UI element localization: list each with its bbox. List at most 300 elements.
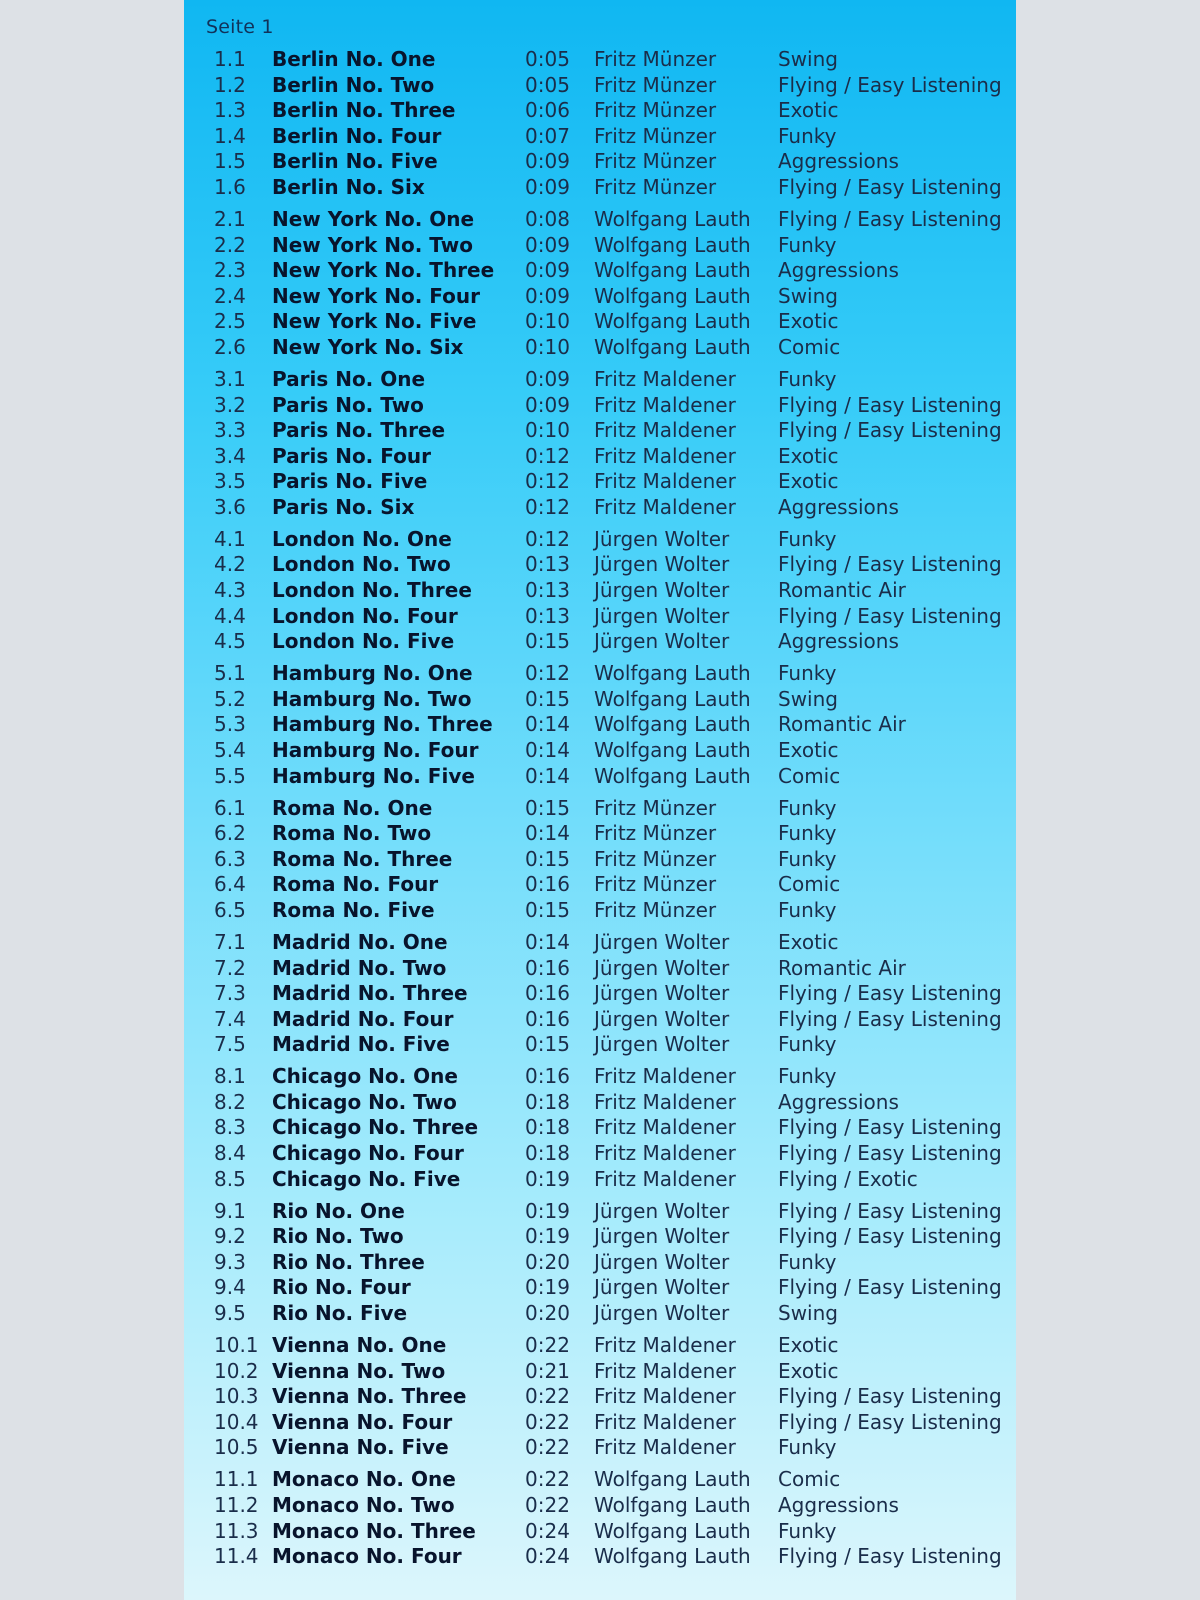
- track-duration: 0:24: [525, 1518, 570, 1543]
- track-row: [184, 1032, 1016, 1058]
- track-title: Hamburg No. Five: [272, 763, 475, 788]
- track-number: 8.1: [214, 1064, 246, 1089]
- track-title: New York No. Six: [272, 334, 464, 359]
- track-duration: 0:12: [525, 469, 570, 494]
- track-row: [184, 1519, 1016, 1545]
- track-row: [184, 661, 1016, 687]
- track-composer: Wolfgang Lauth: [594, 1518, 751, 1543]
- track-genre: Exotic: [778, 929, 839, 954]
- track-genre: Aggressions: [778, 149, 899, 174]
- track-genre: Flying / Easy Listening: [778, 1006, 1002, 1031]
- track-title: Madrid No. Four: [272, 1006, 454, 1031]
- track-number: 10.3: [214, 1384, 259, 1409]
- track-genre: Exotic: [778, 738, 839, 762]
- track-composer: Fritz Maldener: [594, 1166, 736, 1191]
- track-genre: Flying / Easy Listening: [778, 1544, 1002, 1569]
- track-composer: Jürgen Wolter: [594, 1249, 730, 1274]
- track-duration: 0:09: [525, 149, 570, 174]
- track-duration: 0:10: [525, 309, 570, 334]
- track-duration: 0:19: [525, 1224, 570, 1249]
- track-title: Vienna No. Two: [272, 1358, 446, 1383]
- track-genre: Swing: [778, 686, 838, 711]
- track-duration: 0:22: [525, 1467, 570, 1492]
- track-duration: 0:05: [525, 47, 570, 71]
- track-row: [184, 1359, 1016, 1385]
- track-genre: Flying / Easy Listening: [778, 206, 1002, 231]
- track-row: [184, 1410, 1016, 1436]
- track-composer: Jürgen Wolter: [594, 1275, 730, 1300]
- track-genre: Flying / Easy Listening: [778, 392, 1002, 417]
- track-row: [184, 1493, 1016, 1519]
- track-title: Madrid No. Three: [272, 981, 468, 1006]
- track-composer: Fritz Münzer: [594, 174, 717, 199]
- track-number: 8.4: [214, 1141, 246, 1166]
- track-title: London No. Three: [272, 578, 472, 603]
- track-duration: 0:22: [525, 1409, 570, 1434]
- track-title: Hamburg No. One: [272, 661, 473, 686]
- track-row: [184, 1467, 1016, 1493]
- track-number: 8.5: [214, 1166, 246, 1191]
- tracklist-sheet: [184, 0, 1016, 1600]
- track-number: 7.4: [214, 1006, 246, 1031]
- track-row: [184, 1199, 1016, 1225]
- track-duration: 0:18: [525, 1141, 570, 1166]
- track-row: [184, 1007, 1016, 1033]
- track-title: New York No. Four: [272, 283, 480, 308]
- track-composer: Jürgen Wolter: [594, 929, 730, 954]
- track-row: [184, 578, 1016, 604]
- track-row: [184, 604, 1016, 630]
- track-row: [184, 764, 1016, 790]
- track-title: New York No. Three: [272, 258, 495, 283]
- track-composer: Fritz Münzer: [594, 123, 717, 148]
- track-group: [184, 661, 1016, 789]
- track-title: Hamburg No. Two: [272, 686, 472, 711]
- track-duration: 0:15: [525, 846, 570, 871]
- track-number: 2.1: [214, 206, 246, 231]
- track-duration: 0:09: [525, 232, 570, 257]
- track-number: 5.1: [214, 661, 246, 686]
- track-row: [184, 335, 1016, 361]
- track-genre: Funky: [778, 1249, 837, 1274]
- track-number: 4.3: [214, 578, 246, 603]
- track-duration: 0:15: [525, 1032, 570, 1057]
- track-group: [184, 796, 1016, 924]
- track-duration: 0:15: [525, 686, 570, 711]
- track-title: Monaco No. Four: [272, 1544, 462, 1569]
- track-composer: Wolfgang Lauth: [594, 309, 751, 334]
- track-row: [184, 527, 1016, 553]
- track-duration: 0:13: [525, 603, 570, 628]
- track-number: 5.2: [214, 686, 246, 711]
- track-row: [184, 629, 1016, 655]
- track-row: [184, 1115, 1016, 1141]
- track-row: [184, 898, 1016, 924]
- track-title: Monaco No. Three: [272, 1518, 476, 1543]
- track-row: [184, 1384, 1016, 1410]
- track-genre: Flying / Easy Listening: [778, 418, 1002, 443]
- track-composer: Wolfgang Lauth: [594, 686, 751, 711]
- track-number: 2.2: [214, 232, 246, 257]
- track-number: 11.3: [214, 1518, 259, 1543]
- track-row: [184, 98, 1016, 124]
- track-row: [184, 1167, 1016, 1193]
- track-composer: Fritz Maldener: [594, 366, 736, 391]
- track-duration: 0:24: [525, 1544, 570, 1569]
- track-genre: Flying / Easy Listening: [778, 1198, 1002, 1223]
- track-composer: Fritz Münzer: [594, 821, 717, 846]
- track-duration: 0:18: [525, 1115, 570, 1140]
- track-composer: Jürgen Wolter: [594, 1032, 730, 1057]
- track-genre: Flying / Easy Listening: [778, 1384, 1002, 1409]
- track-genre: Romantic Air: [778, 578, 906, 603]
- track-row: [184, 207, 1016, 233]
- track-genre: Aggressions: [778, 494, 899, 519]
- track-number: 1.6: [214, 174, 246, 199]
- track-duration: 0:16: [525, 1006, 570, 1031]
- track-composer: Fritz Maldener: [594, 494, 736, 519]
- track-title: Roma No. Two: [272, 821, 432, 846]
- track-title: New York No. Five: [272, 309, 477, 334]
- track-group: [184, 527, 1016, 655]
- track-composer: Jürgen Wolter: [594, 552, 730, 577]
- track-group: [184, 1467, 1016, 1569]
- track-duration: 0:14: [525, 738, 570, 762]
- track-genre: Swing: [778, 47, 838, 71]
- track-number: 4.1: [214, 526, 246, 551]
- track-composer: Fritz Münzer: [594, 149, 717, 174]
- track-composer: Fritz Münzer: [594, 98, 717, 123]
- track-title: Roma No. Four: [272, 872, 439, 897]
- track-title: Hamburg No. Three: [272, 712, 493, 737]
- track-title: Chicago No. Three: [272, 1115, 479, 1140]
- track-number: 6.3: [214, 846, 246, 871]
- track-composer: Wolfgang Lauth: [594, 712, 751, 737]
- track-number: 11.4: [214, 1544, 259, 1569]
- track-duration: 0:09: [525, 366, 570, 391]
- track-row: [184, 796, 1016, 822]
- track-composer: Fritz Maldener: [594, 1089, 736, 1114]
- track-composer: Jürgen Wolter: [594, 981, 730, 1006]
- track-row: [184, 1090, 1016, 1116]
- track-group: [184, 207, 1016, 361]
- track-duration: 0:15: [525, 795, 570, 820]
- track-row: [184, 847, 1016, 873]
- track-title: Vienna No. Four: [272, 1409, 453, 1434]
- track-genre: Flying / Easy Listening: [778, 1224, 1002, 1249]
- track-row: [184, 393, 1016, 419]
- track-number: 1.2: [214, 72, 246, 97]
- track-genre: Exotic: [778, 443, 839, 468]
- track-composer: Jürgen Wolter: [594, 1224, 730, 1249]
- track-duration: 0:22: [525, 1435, 570, 1460]
- track-duration: 0:20: [525, 1301, 570, 1326]
- track-title: Madrid No. One: [272, 929, 448, 954]
- track-composer: Jürgen Wolter: [594, 578, 730, 603]
- track-composer: Fritz Maldener: [594, 418, 736, 443]
- track-group: [184, 47, 1016, 201]
- track-genre: Flying / Easy Listening: [778, 1115, 1002, 1140]
- track-number: 2.5: [214, 309, 246, 334]
- track-composer: Wolfgang Lauth: [594, 661, 751, 686]
- track-composer: Fritz Maldener: [594, 392, 736, 417]
- track-number: 2.4: [214, 283, 246, 308]
- track-genre: Comic: [778, 763, 841, 788]
- track-title: Paris No. Five: [272, 469, 428, 494]
- track-row: [184, 1333, 1016, 1359]
- track-number: 9.2: [214, 1224, 246, 1249]
- track-title: Berlin No. Two: [272, 72, 435, 97]
- track-row: [184, 712, 1016, 738]
- track-title: Rio No. One: [272, 1198, 405, 1223]
- track-number: 7.2: [214, 955, 246, 980]
- track-title: Rio No. Five: [272, 1301, 408, 1326]
- track-genre: Funky: [778, 123, 837, 148]
- track-composer: Fritz Maldener: [594, 1115, 736, 1140]
- track-genre: Flying / Easy Listening: [778, 603, 1002, 628]
- track-composer: Fritz Maldener: [594, 1064, 736, 1089]
- track-title: Monaco No. One: [272, 1467, 456, 1492]
- track-duration: 0:10: [525, 334, 570, 359]
- track-row: [184, 149, 1016, 175]
- track-duration: 0:12: [525, 661, 570, 686]
- track-duration: 0:12: [525, 526, 570, 551]
- track-row: [184, 738, 1016, 764]
- track-composer: Jürgen Wolter: [594, 1198, 730, 1223]
- track-title: London No. One: [272, 526, 452, 551]
- track-genre: Flying / Easy Listening: [778, 981, 1002, 1006]
- track-genre: Comic: [778, 872, 841, 897]
- track-number: 6.4: [214, 872, 246, 897]
- track-composer: Jürgen Wolter: [594, 1006, 730, 1031]
- track-title: Paris No. Six: [272, 494, 415, 519]
- track-title: Vienna No. Three: [272, 1384, 467, 1409]
- track-genre: Flying / Exotic: [778, 1166, 918, 1191]
- track-number: 1.5: [214, 149, 246, 174]
- track-composer: Jürgen Wolter: [594, 603, 730, 628]
- track-row: [184, 1064, 1016, 1090]
- track-duration: 0:13: [525, 578, 570, 603]
- track-title: Paris No. Two: [272, 392, 424, 417]
- track-composer: Jürgen Wolter: [594, 629, 730, 654]
- track-row: [184, 956, 1016, 982]
- track-genre: Flying / Easy Listening: [778, 1409, 1002, 1434]
- track-number: 6.5: [214, 897, 246, 922]
- track-title: Monaco No. Two: [272, 1492, 455, 1517]
- page-label: Seite 1: [206, 16, 274, 38]
- track-title: London No. Five: [272, 629, 455, 654]
- track-composer: Wolfgang Lauth: [594, 206, 751, 231]
- track-number: 5.3: [214, 712, 246, 737]
- track-title: Paris No. Four: [272, 443, 431, 468]
- track-number: 2.3: [214, 258, 246, 283]
- track-genre: Funky: [778, 1032, 837, 1057]
- track-number: 9.4: [214, 1275, 246, 1300]
- track-row: [184, 981, 1016, 1007]
- track-composer: Fritz Maldener: [594, 469, 736, 494]
- track-row: [184, 495, 1016, 521]
- track-composer: Fritz Münzer: [594, 846, 717, 871]
- track-number: 7.3: [214, 981, 246, 1006]
- track-row: [184, 552, 1016, 578]
- track-duration: 0:12: [525, 443, 570, 468]
- track-duration: 0:16: [525, 1064, 570, 1089]
- track-genre: Aggressions: [778, 1089, 899, 1114]
- track-row: [184, 1275, 1016, 1301]
- track-composer: Wolfgang Lauth: [594, 232, 751, 257]
- track-duration: 0:07: [525, 123, 570, 148]
- track-genre: Flying / Easy Listening: [778, 552, 1002, 577]
- track-number: 9.3: [214, 1249, 246, 1274]
- track-title: Paris No. One: [272, 366, 426, 391]
- track-number: 5.4: [214, 738, 246, 762]
- track-composer: Fritz Münzer: [594, 47, 717, 71]
- track-duration: 0:22: [525, 1384, 570, 1409]
- track-number: 7.1: [214, 929, 246, 954]
- track-number: 4.2: [214, 552, 246, 577]
- track-genre: Comic: [778, 334, 841, 359]
- track-title: Roma No. Three: [272, 846, 453, 871]
- track-duration: 0:09: [525, 258, 570, 283]
- track-genre: Exotic: [778, 1358, 839, 1383]
- track-composer: Wolfgang Lauth: [594, 258, 751, 283]
- track-composer: Wolfgang Lauth: [594, 334, 751, 359]
- track-composer: Fritz Maldener: [594, 1384, 736, 1409]
- track-composer: Fritz Maldener: [594, 443, 736, 468]
- track-composer: Jürgen Wolter: [594, 526, 730, 551]
- track-duration: 0:09: [525, 392, 570, 417]
- track-duration: 0:15: [525, 629, 570, 654]
- track-genre: Swing: [778, 1301, 838, 1326]
- track-number: 1.3: [214, 98, 246, 123]
- track-genre: Comic: [778, 1467, 841, 1492]
- track-row: [184, 367, 1016, 393]
- track-duration: 0:19: [525, 1166, 570, 1191]
- track-composer: Jürgen Wolter: [594, 955, 730, 980]
- track-genre: Flying / Easy Listening: [778, 72, 1002, 97]
- track-composer: Fritz Maldener: [594, 1141, 736, 1166]
- track-row: [184, 1224, 1016, 1250]
- track-genre: Funky: [778, 795, 837, 820]
- track-number: 6.1: [214, 795, 246, 820]
- track-genre: Funky: [778, 526, 837, 551]
- track-genre: Exotic: [778, 469, 839, 494]
- track-duration: 0:14: [525, 821, 570, 846]
- track-composer: Fritz Maldener: [594, 1435, 736, 1460]
- track-title: Berlin No. Six: [272, 174, 425, 199]
- track-group: [184, 930, 1016, 1058]
- track-row: [184, 233, 1016, 259]
- track-number: 3.5: [214, 469, 246, 494]
- track-genre: Aggressions: [778, 1492, 899, 1517]
- track-number: 11.1: [214, 1467, 259, 1492]
- track-duration: 0:19: [525, 1198, 570, 1223]
- track-genre: Funky: [778, 1518, 837, 1543]
- track-row: [184, 1250, 1016, 1276]
- track-composer: Fritz Münzer: [594, 897, 717, 922]
- track-duration: 0:08: [525, 206, 570, 231]
- track-genre: Aggressions: [778, 258, 899, 283]
- track-duration: 0:09: [525, 283, 570, 308]
- track-composer: Wolfgang Lauth: [594, 1492, 751, 1517]
- track-row: [184, 309, 1016, 335]
- track-title: Hamburg No. Four: [272, 738, 479, 762]
- track-genre: Romantic Air: [778, 712, 906, 737]
- track-row: [184, 872, 1016, 898]
- track-number: 10.4: [214, 1409, 259, 1434]
- track-duration: 0:16: [525, 955, 570, 980]
- track-genre: Funky: [778, 661, 837, 686]
- track-genre: Funky: [778, 846, 837, 871]
- track-title: Chicago No. One: [272, 1064, 458, 1089]
- track-duration: 0:20: [525, 1249, 570, 1274]
- track-row: [184, 1301, 1016, 1327]
- track-title: Vienna No. One: [272, 1333, 447, 1358]
- track-genre: Flying / Easy Listening: [778, 1275, 1002, 1300]
- track-number: 2.6: [214, 334, 246, 359]
- track-composer: Fritz Münzer: [594, 795, 717, 820]
- track-duration: 0:13: [525, 552, 570, 577]
- track-number: 9.5: [214, 1301, 246, 1326]
- track-duration: 0:12: [525, 494, 570, 519]
- track-genre: Funky: [778, 897, 837, 922]
- track-number: 10.5: [214, 1435, 259, 1460]
- track-composer: Wolfgang Lauth: [594, 738, 751, 762]
- track-row: [184, 284, 1016, 310]
- tracklist: [184, 47, 1016, 1576]
- track-number: 7.5: [214, 1032, 246, 1057]
- track-duration: 0:14: [525, 712, 570, 737]
- track-title: Rio No. Two: [272, 1224, 404, 1249]
- track-row: [184, 418, 1016, 444]
- track-duration: 0:19: [525, 1275, 570, 1300]
- track-row: [184, 1544, 1016, 1570]
- track-duration: 0:09: [525, 174, 570, 199]
- track-number: 3.3: [214, 418, 246, 443]
- track-composer: Jürgen Wolter: [594, 1301, 730, 1326]
- track-composer: Wolfgang Lauth: [594, 1467, 751, 1492]
- track-number: 4.5: [214, 629, 246, 654]
- track-number: 8.2: [214, 1089, 246, 1114]
- track-number: 1.1: [214, 47, 246, 71]
- track-number: 4.4: [214, 603, 246, 628]
- track-genre: Flying / Easy Listening: [778, 174, 1002, 199]
- track-genre: Swing: [778, 283, 838, 308]
- track-title: Berlin No. One: [272, 47, 436, 71]
- track-title: Paris No. Three: [272, 418, 446, 443]
- track-number: 10.2: [214, 1358, 259, 1383]
- track-duration: 0:14: [525, 763, 570, 788]
- track-group: [184, 367, 1016, 521]
- track-genre: Exotic: [778, 98, 839, 123]
- track-genre: Funky: [778, 1064, 837, 1089]
- track-row: [184, 47, 1016, 73]
- track-title: Chicago No. Five: [272, 1166, 461, 1191]
- track-genre: Funky: [778, 232, 837, 257]
- track-row: [184, 444, 1016, 470]
- track-genre: Funky: [778, 366, 837, 391]
- track-number: 10.1: [214, 1333, 259, 1358]
- track-composer: Fritz Münzer: [594, 72, 717, 97]
- track-composer: Wolfgang Lauth: [594, 283, 751, 308]
- track-duration: 0:05: [525, 72, 570, 97]
- track-composer: Fritz Münzer: [594, 872, 717, 897]
- track-title: Berlin No. Five: [272, 149, 438, 174]
- track-duration: 0:06: [525, 98, 570, 123]
- track-genre: Funky: [778, 1435, 837, 1460]
- track-duration: 0:14: [525, 929, 570, 954]
- track-duration: 0:15: [525, 897, 570, 922]
